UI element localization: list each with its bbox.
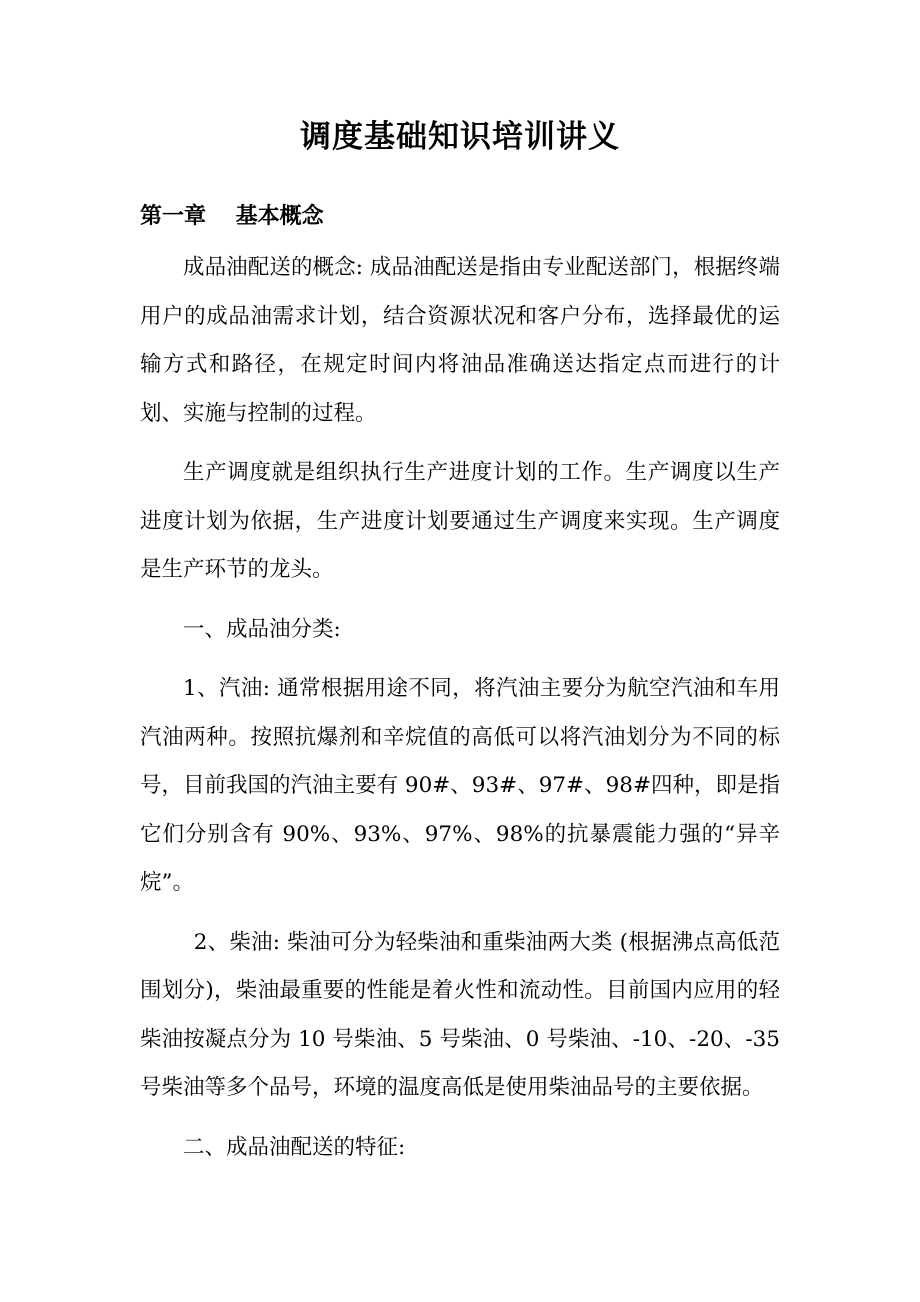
section-heading-oil-classification: 一、成品油分类: — [183, 616, 341, 642]
document-title: 调度基础知识培训讲义 — [300, 119, 620, 155]
document-body — [140, 244, 780, 1183]
paragraph-distribution-concept: 成品油配送的概念: 成品油配送是指由专业配送部门，根据终端用户的成品油需求计划，结合资源状况和客户分布，选择最优的运输方式和路径，在规定时间内将油品准确送达指定点而进行的计划、实施与控制的过程。 — [140, 255, 780, 426]
paragraph-gasoline: 1、汽油: 通常根据用途不同，将汽油主要分为航空汽油和车用汽油两种。按照抗爆剂和辛烷值的高低可以将汽油划分为不同的标号，目前我国的汽油主要有 90#、93#、97#、98#四种，即是指它们分别含有 90%、93%、97%、98%的抗暴震能力强的“异辛烷”。 — [140, 676, 780, 895]
paragraph-production-scheduling: 生产调度就是组织执行生产进度计划的工作。生产调度以生产进度计划为依据，生产进度计划要通过生产调度来实现。生产调度是生产环节的龙头。 — [140, 460, 780, 582]
chapter-heading: 第一章 基本概念 — [140, 203, 324, 229]
paragraph-diesel: 2、柴油: 柴油可分为轻柴油和重柴油两大类 (根据沸点高低范围划分)，柴油最重要的性能是着火性和流动性。目前国内应用的轻柴油按凝点分为 10 号柴油、5 号柴油、0 号柴油、-10、-20、-35 号柴油等多个品号，环境的温度高低是使用柴油品号的主要依据。 — [140, 929, 780, 1100]
section-heading-distribution-features: 二、成品油配送的特征: — [183, 1134, 406, 1160]
